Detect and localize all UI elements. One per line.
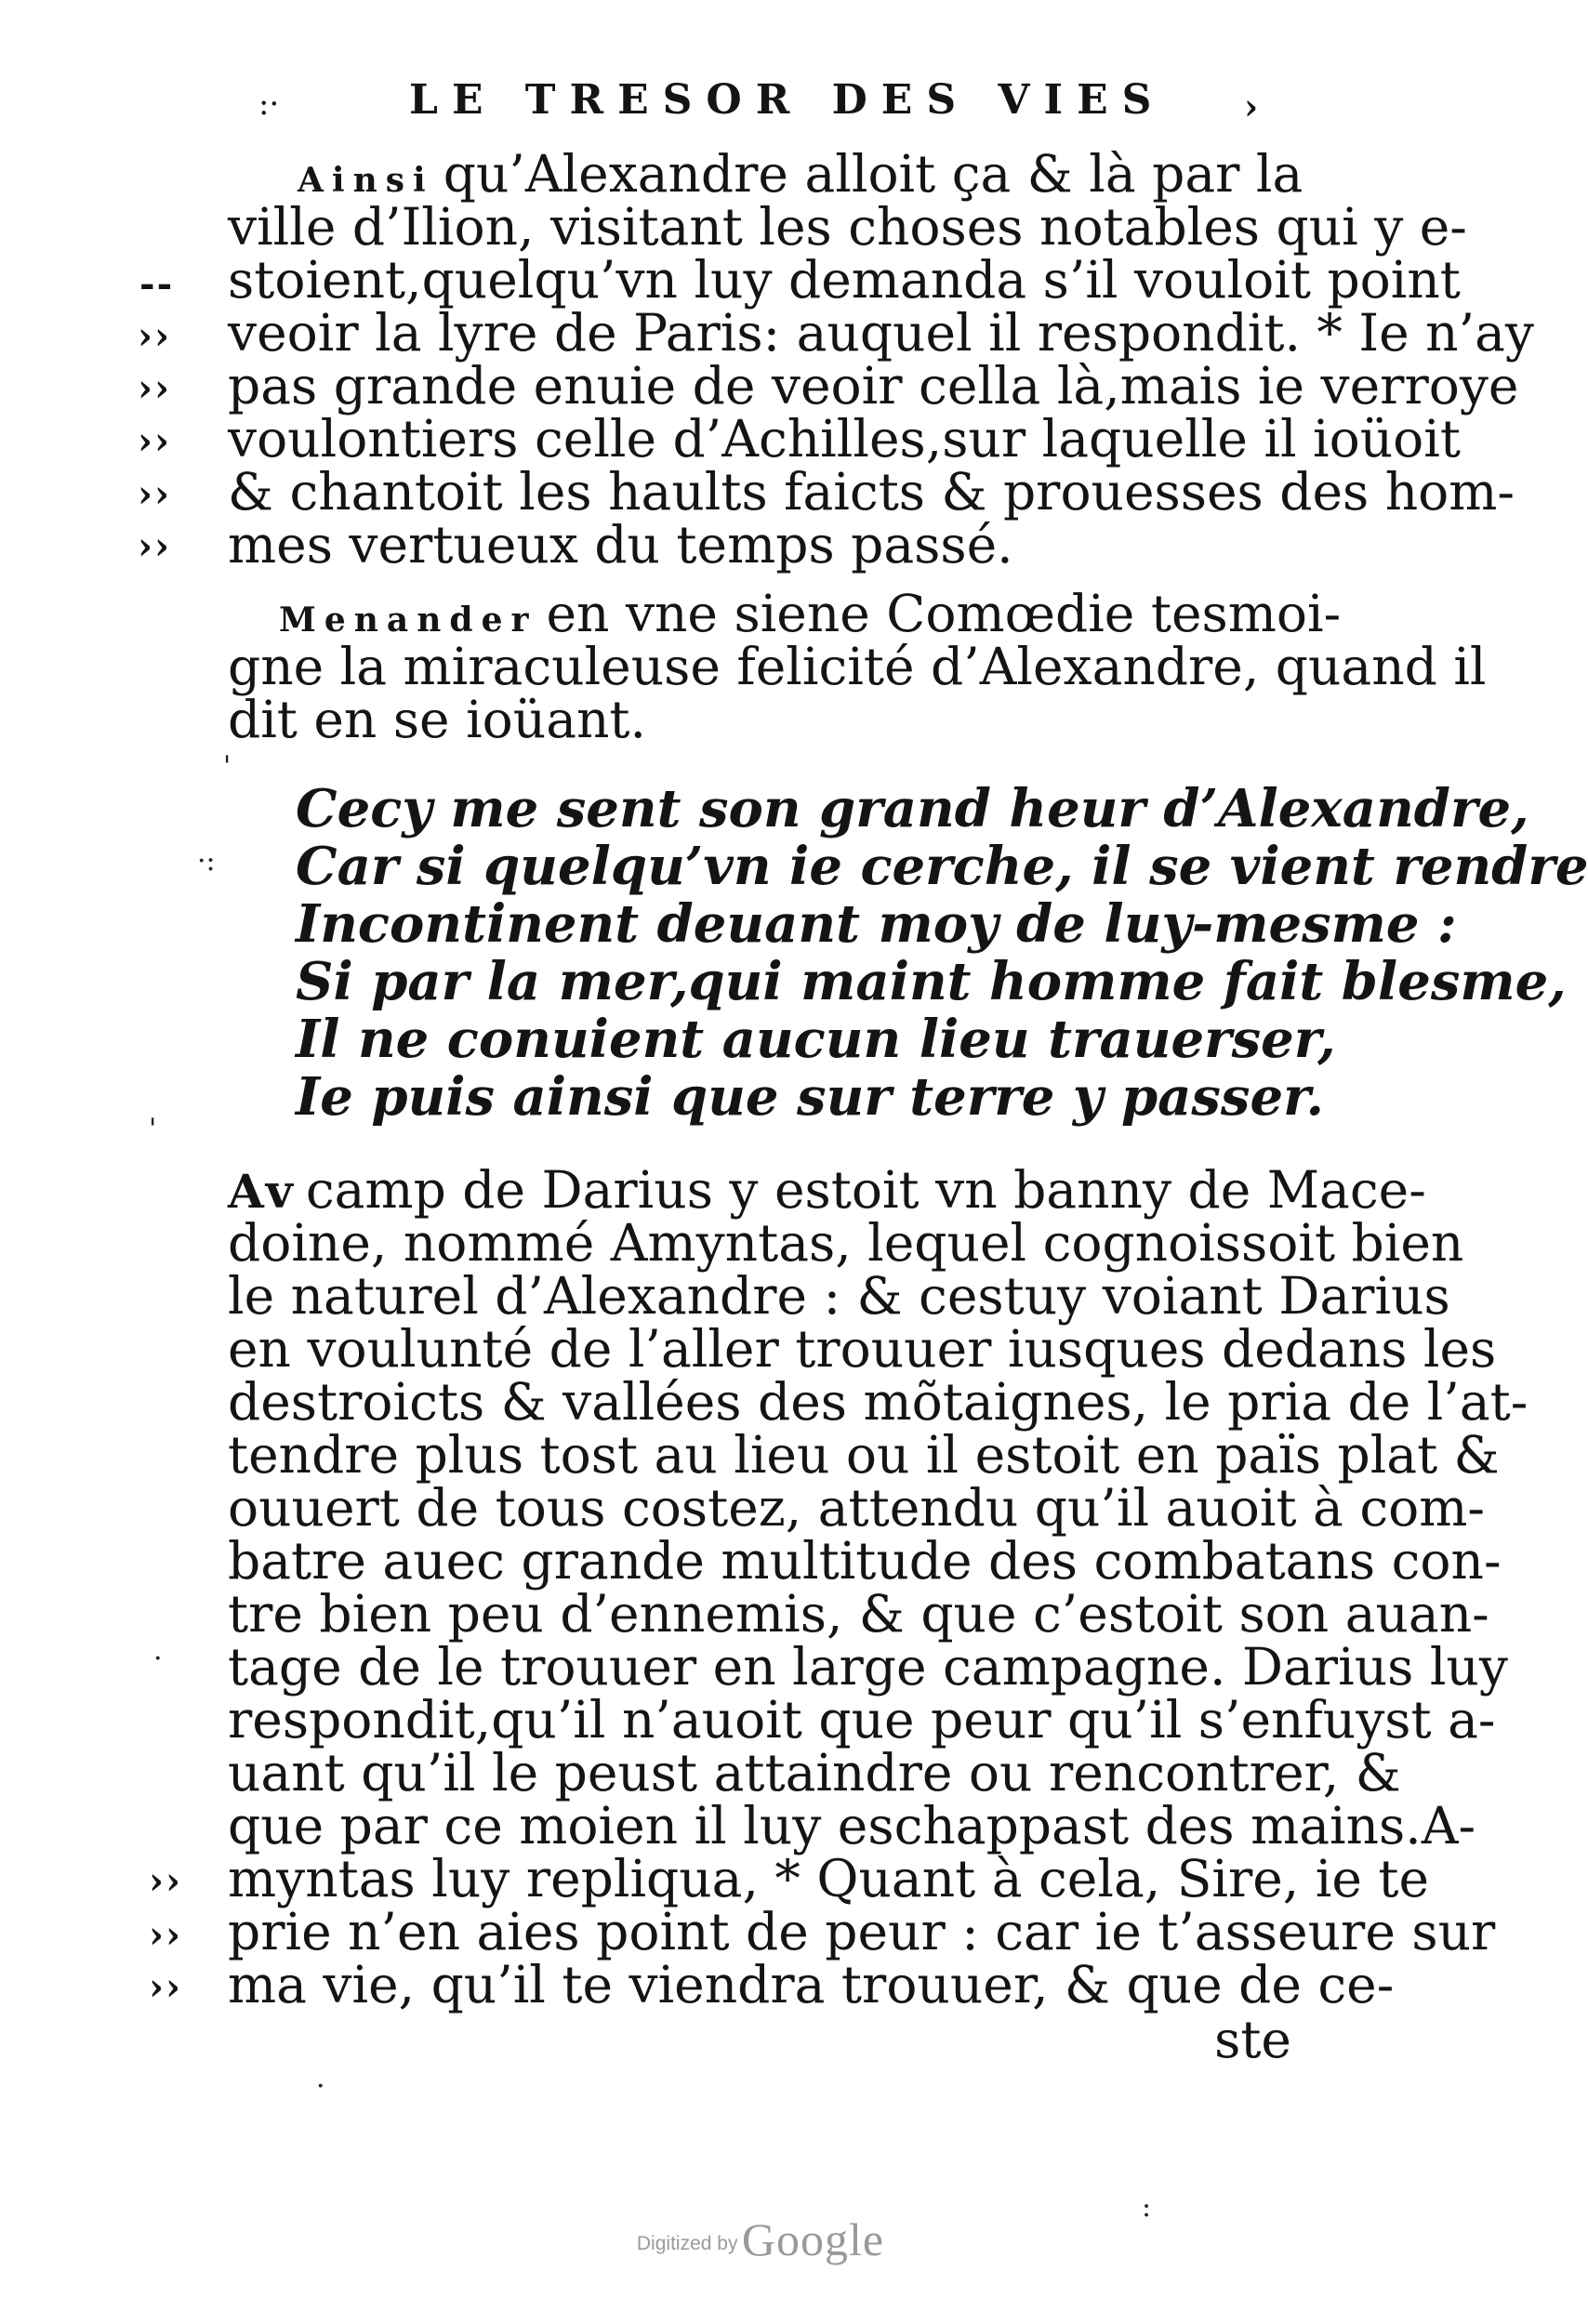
scan-speck: · bbox=[316, 2070, 325, 2103]
paragraph-3-line-16: ma vie, qu’il te viendra trouuer, & que de ce- bbox=[228, 1955, 1395, 2014]
paragraph-3-line-6: tendre plus tost au lieu ou il estoit en païs plat & bbox=[228, 1425, 1500, 1485]
paragraph-3-lead: Av bbox=[228, 1164, 297, 1219]
scan-speck: ' bbox=[149, 1113, 157, 1145]
verse-line-4: Si par la mer,qui maint homme fait blesme, bbox=[296, 951, 1567, 1012]
paragraph-1-line-6: voulontiers celle d’Achilles,sur laquelle il ioüoit bbox=[228, 409, 1461, 469]
margin-mark: ›› bbox=[138, 419, 171, 463]
verse-line-6: Ie puis ainsi que sur terre y passer. bbox=[296, 1066, 1324, 1128]
margin-mark: ›› bbox=[149, 1859, 182, 1903]
paragraph-3-line-14: myntas luy repliqua, * Quant à cela, Sire, ie te bbox=[228, 1849, 1430, 1908]
running-head-ornament-left: :· bbox=[258, 86, 280, 123]
margin-mark: -- bbox=[139, 262, 175, 306]
paragraph-1-line-3: stoient,quelqu’vn luy demanda s’il vouloit point bbox=[228, 250, 1461, 310]
paragraph-3-line-5: destroicts & vallées des mõtaignes, le pria de l’at- bbox=[228, 1372, 1528, 1432]
running-head-ornament-right: › bbox=[1244, 86, 1259, 127]
paragraph-3-line-11: respondit,qu’il n’auoit que peur qu’il s’enfuyst a- bbox=[228, 1690, 1496, 1750]
watermark-prefix: Digitized by bbox=[636, 2233, 738, 2254]
paragraph-1-line-7: & chantoit les haults faicts & prouesses des hom- bbox=[228, 462, 1515, 522]
paragraph-3-line-9: tre bien peu d’ennemis, & que c’estoit son auan- bbox=[228, 1584, 1489, 1644]
paragraph-3-line-3: le naturel d’Alexandre : & cestuy voiant Darius bbox=[228, 1266, 1450, 1326]
paragraph-1-line-8: mes vertueux du temps passé. bbox=[228, 515, 1013, 574]
verse-line-1: Cecy me sent son grand heur d’Alexandre, bbox=[296, 778, 1529, 839]
scan-speck: ·: bbox=[197, 845, 216, 878]
paragraph-3-line-7: ouuert de tous costez, attendu qu’il auoit à com- bbox=[228, 1478, 1485, 1538]
paragraph-3-line-15: prie n’en aies point de peur : car ie t’asseure sur bbox=[228, 1902, 1496, 1961]
paragraph-1-line-5: pas grande enuie de veoir cella là,mais ie verroye bbox=[228, 356, 1519, 416]
paragraph-2-line-2: gne la miraculeuse felicité d’Alexandre, quand il bbox=[228, 637, 1487, 696]
digitized-by-google-watermark bbox=[612, 2212, 909, 2266]
margin-mark: ›› bbox=[138, 314, 171, 358]
verse-line-2: Car si quelqu’vn ie cerche, il se vient rendre bbox=[296, 836, 1588, 897]
scan-speck: ' bbox=[223, 750, 232, 783]
margin-mark: ›› bbox=[138, 366, 171, 410]
verse-line-3: Incontinent deuant moy de luy-mesme : bbox=[296, 893, 1457, 955]
paragraph-1-line-1-text: qu’Alexandre alloit ça & là par la bbox=[443, 144, 1303, 204]
margin-mark: ›› bbox=[149, 1913, 182, 1957]
paragraph-3-line-13: que par ce moien il luy eschappast des mains.A- bbox=[228, 1796, 1476, 1855]
paragraph-3-line-12: uant qu’il le peust attaindre ou rencontrer, & bbox=[228, 1743, 1401, 1802]
paragraph-3-line-2: doine, nommé Amyntas, lequel cognoissoit bien bbox=[228, 1213, 1464, 1273]
paragraph-1-line-4: veoir la lyre de Paris: auquel il respondit. * Ie n’ay bbox=[228, 303, 1534, 363]
google-logo: Google bbox=[741, 2213, 885, 2265]
scan-speck: · bbox=[153, 1643, 163, 1675]
paragraph-2-line-3: dit en se ioüant. bbox=[228, 690, 647, 749]
scan-speck: : bbox=[1142, 2191, 1152, 2224]
paragraph-2-line-1-text: en vne siene Comœdie tesmoi- bbox=[546, 584, 1342, 643]
paragraph-2-lead: Menander bbox=[279, 601, 537, 640]
catchword: ste bbox=[1214, 2010, 1291, 2069]
margin-mark: ›› bbox=[149, 1965, 182, 2009]
paragraph-3-line-1-text: camp de Darius y estoit vn banny de Mace- bbox=[305, 1160, 1426, 1220]
margin-mark: ›› bbox=[138, 524, 171, 568]
paragraph-1-line-2: ville d’Ilion, visitant les choses notables qui y e- bbox=[228, 197, 1467, 257]
paragraph-3-line-8: batre auec grande multitude des combatans con- bbox=[228, 1531, 1502, 1591]
paragraph-3-line-10: tage de le trouuer en large campagne. Darius luy bbox=[228, 1637, 1508, 1697]
margin-mark: ›› bbox=[138, 472, 171, 516]
running-head: LE TRESOR DES VIES bbox=[409, 76, 1166, 124]
verse-line-5: Il ne conuient aucun lieu trauerser, bbox=[296, 1009, 1336, 1070]
paragraph-3-line-1 bbox=[228, 1160, 1426, 1220]
paragraph-3-line-4: en voulunté de l’aller trouuer iusques dedans les bbox=[228, 1319, 1497, 1379]
paragraph-1-lead: Ainsi bbox=[298, 161, 434, 200]
